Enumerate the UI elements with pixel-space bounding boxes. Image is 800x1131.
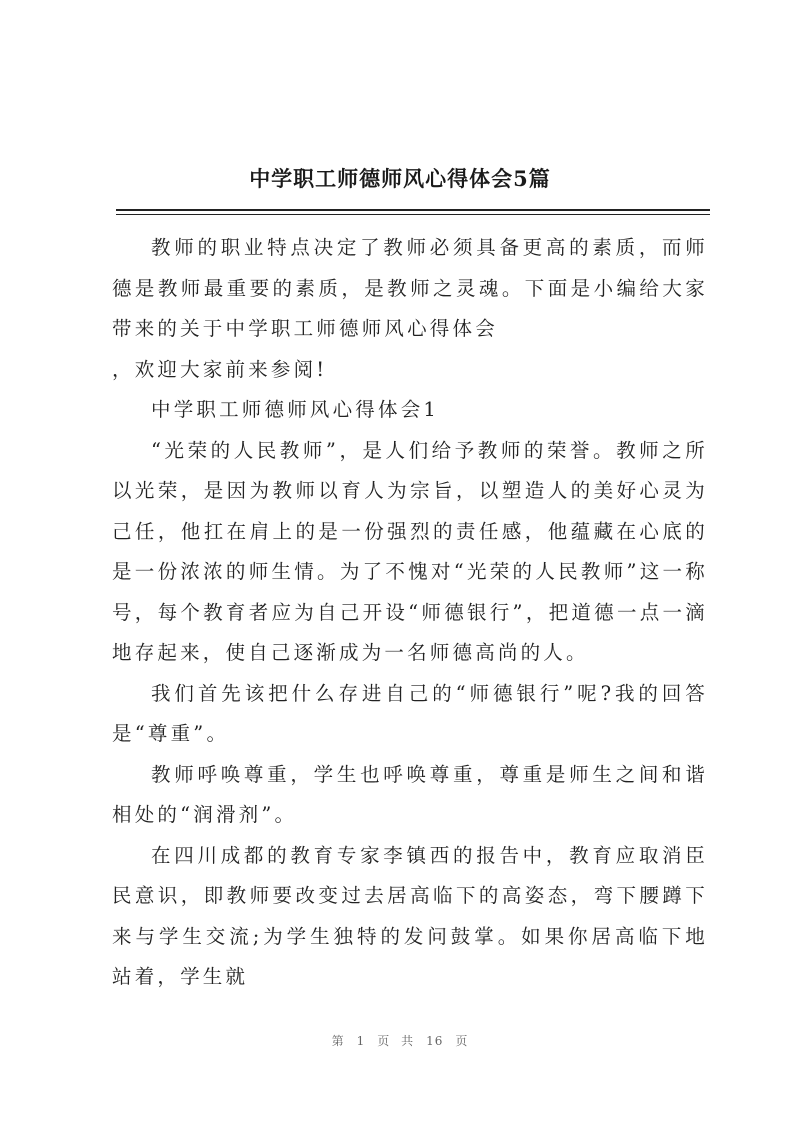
footer-label-pages: 页 <box>455 1034 469 1048</box>
section-heading: 中学职工师德师风心得体会1 <box>151 398 440 421</box>
footer-label-of: 页 共 <box>377 1034 415 1048</box>
title-rule-thin <box>116 214 710 215</box>
paragraph-intro-continued: ，欢迎大家前来参阅! <box>112 357 328 381</box>
footer-total-pages: 16 <box>426 1034 444 1048</box>
page-footer <box>0 1032 800 1049</box>
title-rule-thick <box>116 209 710 211</box>
paragraph: 教师呼唤尊重，学生也呼唤尊重，尊重是师生之间和谐相处的“润滑剂”。 <box>112 762 708 826</box>
paragraph-intro: 教师的职业特点决定了教师必须具备更高的素质，而师德是教师最重要的素质，是教师之灵魂。下面是小编给大家带来的关于中学职工师德师风心得体会 <box>112 236 708 340</box>
footer-label-page: 第 <box>331 1034 345 1048</box>
paragraph: “光荣的人民教师”，是人们给予教师的荣誉。教师之所以光荣，是因为教师以育人为宗旨，以塑造人的美好心灵为己任，他扛在肩上的是一份强烈的责任感，他蕴藏在心底的是一份浓浓的师生情。为了不愧对“光荣的人民教师”这一称号，每个教育者应为自己开设“师德银行”，把道德一点一滴地存起来，使自己逐渐成为一名师德高尚的人。 <box>112 438 708 664</box>
document-body <box>112 228 708 998</box>
paragraph: 我们首先该把什么存进自己的“师德银行”呢?我的回答是“尊重”。 <box>112 681 708 745</box>
paragraph: 在四川成都的教育专家李镇西的报告中，教育应取消臣民意识，即教师要改变过去居高临下的高姿态，弯下腰蹲下来与学生交流;为学生独特的发问鼓掌。如果你居高临下地站着，学生就 <box>112 843 708 988</box>
document-title: 中学职工师德师风心得体会5篇 <box>249 166 551 191</box>
footer-current-page: 1 <box>356 1034 366 1048</box>
